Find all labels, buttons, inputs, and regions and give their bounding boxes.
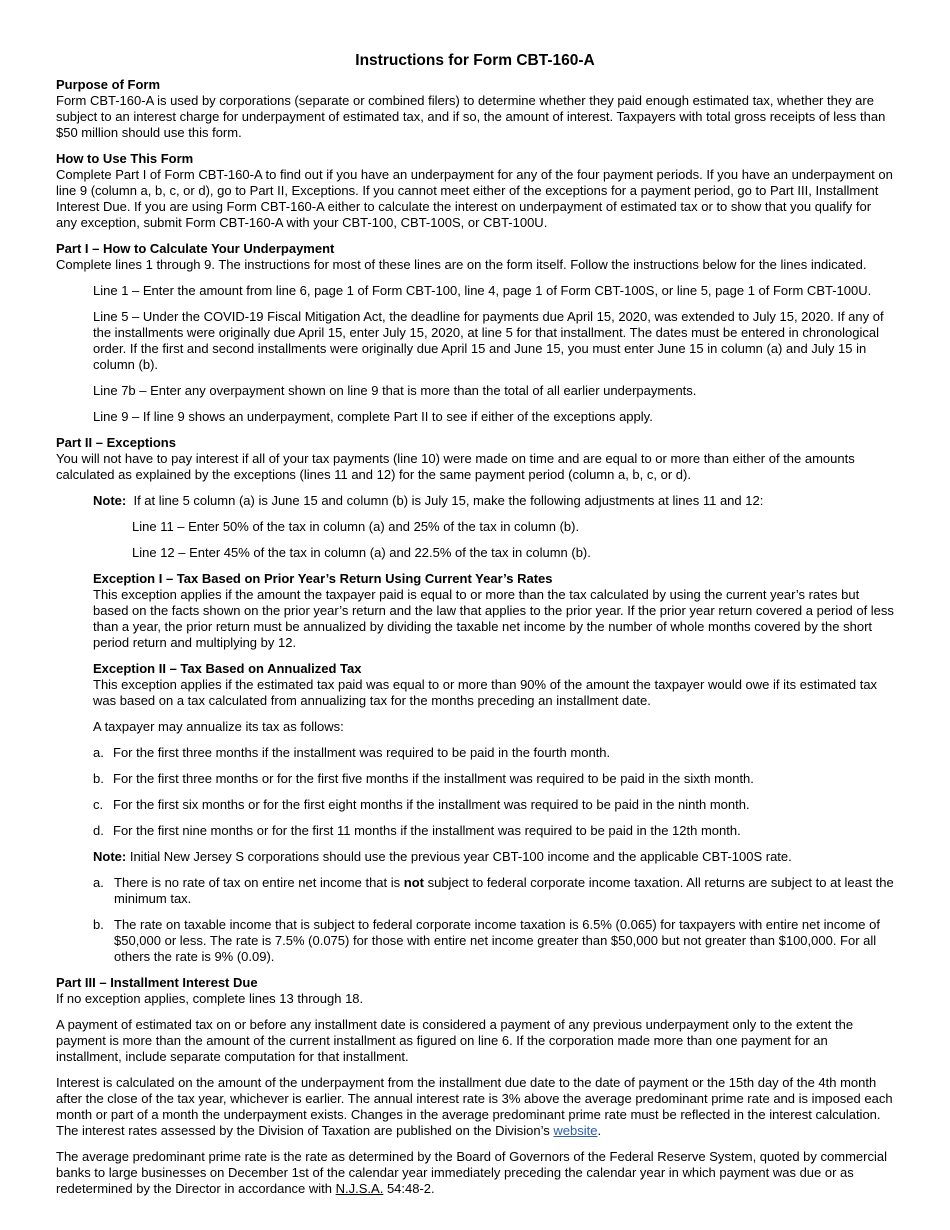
rate-a-pre: There is no rate of tax on entire net income that is	[114, 875, 404, 890]
note2-label: Note:	[93, 849, 127, 864]
list-item	[93, 797, 894, 813]
para2-text: Interest is calculated on the amount of the underpayment from the installment due date to the date of payment or the 15th day of the 4th month after the close of the tax year, whichever is earlier. The annual interest rate is 3% above the average predominant prime rate and is imposed each month or part of a month the underpayment exists. Changes in the average predominant prime rate must be reflected in the interest calculation. The interest rates assessed by the Division of Taxation are published on the Division’s	[56, 1075, 893, 1138]
part2-note	[93, 493, 894, 509]
list-item	[93, 823, 894, 839]
part1-intro: Complete lines 1 through 9. The instructions for most of these lines are on the form itself. Follow the instructions below for the lines indicated.	[56, 257, 867, 272]
part2-heading: Part II – Exceptions	[56, 435, 176, 450]
part2-line11: Line 11 – Enter 50% of the tax in column (a) and 25% of the tax in column (b).	[132, 519, 580, 534]
rate-item-b	[93, 917, 894, 965]
part3-intro: If no exception applies, complete lines 13 through 18.	[56, 991, 364, 1006]
purpose-text: Form CBT-160-A is used by corporations (separate or combined filers) to determine whether they paid enough estimated tax, whether they are subject to an interest charge for underpayment of estimated tax, and if so, the amount of interest. Taxpayers with total gross receipts of less than $50 million should use this form.	[56, 93, 886, 140]
list-text: For the first six months or for the first eight months if the installment was required to be paid in the ninth month.	[113, 797, 750, 812]
list-marker: b.	[93, 917, 104, 932]
rate-b-text: The rate on taxable income that is subject to federal corporate income taxation is 6.5% (0.065) for taxpayers with entire net income of $50,000 or less. The rate is 7.5% (0.075) for those with entire net income greater than $50,000 but not greater than $100,000. For all others the rate is 9% (0.09).	[114, 917, 880, 964]
exception1-text: This exception applies if the amount the taxpayer paid is equal to or more than the tax calculated by using the current year’s rates but based on the facts shown on the prior year’s return and the law that applies to the prior year. If the prior year return covered a period of less than a year, the prior return must be annualized by dividing the taxable net income by the number of whole months covered by the short period return and multiplying by 12.	[93, 587, 894, 650]
part3-para1: A payment of estimated tax on or before any installment date is considered a payment of any previous underpayment only to the extent the payment is more than the amount of the current installment as figured on line 6. If the corporation made more than one payment for an installment, include separate computation for that installment.	[56, 1017, 854, 1064]
part1-line7b: Line 7b – Enter any overpayment shown on line 9 that is more than the total of all earlier underpayments.	[93, 383, 697, 398]
part3-heading: Part III – Installment Interest Due	[56, 975, 258, 990]
exception1-heading: Exception I – Tax Based on Prior Year’s Return Using Current Year’s Rates	[93, 571, 553, 586]
list-marker: c.	[93, 797, 104, 812]
how-to-use-text: Complete Part I of Form CBT-160-A to find out if you have an underpayment for any of the four payment periods. If you have an underpayment on line 9 (column a, b, c, or d), go to Part II, Exceptions. If you cannot meet either of the exceptions for a payment period, go to Part III, Installment Interest Due. If you are using Form CBT-160-A either to calculate the interest on underpayment of estimated tax or to show that you qualify for any exception, submit Form CBT-160-A with your CBT-100, CBT-100S, or CBT-100U.	[56, 167, 893, 230]
page-title: Instructions for Form CBT-160-A	[355, 52, 595, 69]
part1-heading: Part I – How to Calculate Your Underpayment	[56, 241, 335, 256]
how-to-use-heading: How to Use This Form	[56, 151, 194, 166]
para3-text: The average predominant prime rate is the rate as determined by the Board of Governors of the Federal Reserve System, quoted by commercial banks to large businesses on December 1st of the calendar year immediately preceding the calendar year in which payment was due or as redetermined by the Director in accordance with	[56, 1149, 887, 1196]
list-text: For the first three months or for the first five months if the installment was required to be paid in the sixth month.	[113, 771, 754, 786]
para3-end: 54:48-2.	[383, 1181, 435, 1196]
list-marker: a.	[93, 875, 104, 890]
part1-line1: Line 1 – Enter the amount from line 6, page 1 of Form CBT-100, line 4, page 1 of Form CBT-100S, or line 5, page 1 of Form CBT-100U.	[93, 283, 872, 298]
rate-item-a	[93, 875, 894, 907]
rate-a-post: subject to federal corporate income taxation. All returns are subject to at least the minimum tax.	[114, 875, 894, 906]
list-text: For the first three months if the installment was required to be paid in the fourth month.	[113, 745, 611, 760]
part1-line5: Line 5 – Under the COVID-19 Fiscal Mitigation Act, the deadline for payments due April 15, 2020, was extended to July 15, 2020. If any of the installments were originally due April 15, enter July 15, 2020, at line 5 for that installment. The dates must be entered in chronological order. If the first and second installments were originally due April 15 and June 15, you must enter June 15 in column (a) and July 15 in column (b).	[93, 309, 884, 372]
part1-line9: Line 9 – If line 9 shows an underpayment, complete Part II to see if either of the exceptions apply.	[93, 409, 653, 424]
purpose-heading: Purpose of Form	[56, 77, 161, 92]
note2-text: Initial New Jersey S corporations should use the previous year CBT-100 income and the applicable CBT-100S rate.	[129, 849, 792, 864]
note-label: Note:	[93, 493, 127, 508]
website-link[interactable]: website	[553, 1123, 598, 1138]
part1-section	[56, 241, 894, 425]
part3-para2	[56, 1075, 894, 1139]
list-text: For the first nine months or for the first 11 months if the installment was required to be paid in the 12th month.	[113, 823, 741, 838]
list-marker: d.	[93, 823, 104, 838]
exception2-text: This exception applies if the estimated tax paid was equal to or more than 90% of the amount the taxpayer would owe if its estimated tax was based on a tax calculated from annualizing tax for the months preceding an installment date.	[93, 677, 878, 708]
part2-intro: You will not have to pay interest if all of your tax payments (line 10) were made on time and are equal to or more than either of the amounts calculated as explained by the exceptions (lines 11 and 12) for the same payment period (column a, b, c, or d).	[56, 451, 855, 482]
list-item	[93, 745, 894, 761]
list-marker: a.	[93, 745, 104, 760]
how-to-use-section	[56, 151, 894, 231]
para2-end: .	[597, 1123, 602, 1138]
part2-section	[56, 435, 894, 965]
njsa-reference: N.J.S.A.	[335, 1181, 384, 1196]
part3-section	[56, 975, 894, 1197]
purpose-section	[56, 77, 894, 141]
part2-line12: Line 12 – Enter 45% of the tax in column (a) and 22.5% of the tax in column (b).	[132, 545, 591, 560]
exception2-heading: Exception II – Tax Based on Annualized Tax	[93, 661, 362, 676]
rate-a-text	[114, 875, 894, 907]
list-marker: b.	[93, 771, 104, 786]
rate-a-bold: not	[403, 875, 424, 890]
annualize-intro: A taxpayer may annualize its tax as follows:	[93, 719, 344, 734]
part3-para3	[56, 1149, 894, 1197]
note-text: If at line 5 column (a) is June 15 and column (b) is July 15, make the following adjustments at lines 11 and 12:	[133, 493, 764, 508]
part2-note2	[93, 849, 894, 865]
list-item	[93, 771, 894, 787]
